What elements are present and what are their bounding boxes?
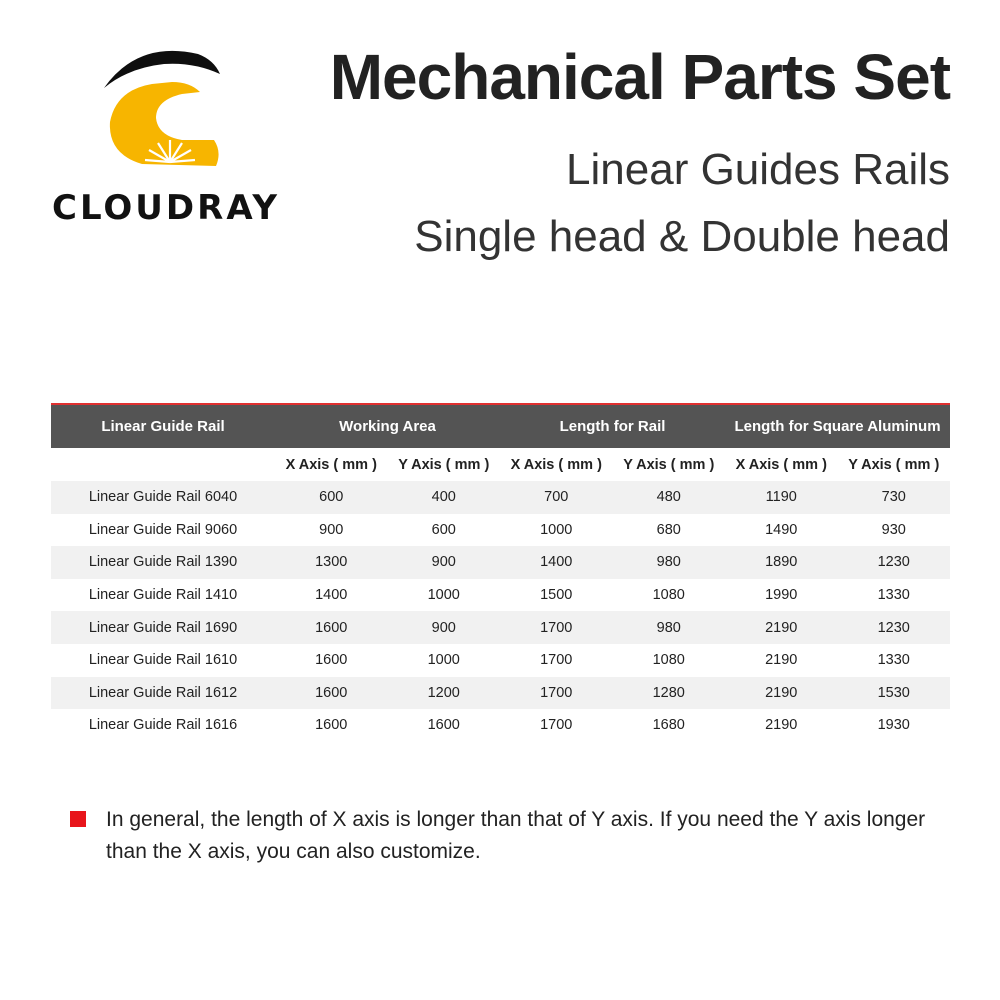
table-cell: 2190: [725, 644, 838, 677]
customization-note: [70, 804, 950, 868]
table-cell: 930: [838, 514, 951, 547]
table-cell: 900: [388, 611, 501, 644]
table-cell: 1400: [500, 546, 613, 579]
table-cell: 1990: [725, 579, 838, 612]
table-cell: 600: [275, 481, 388, 514]
table-cell: 1330: [838, 644, 951, 677]
page-title: Mechanical Parts Set: [329, 41, 950, 113]
axis-header-row: [51, 448, 950, 481]
table-cell: 1700: [500, 677, 613, 710]
table-cell: 600: [388, 514, 501, 547]
brand-name: CLOUDRAY: [52, 188, 280, 228]
table-cell: 2190: [725, 611, 838, 644]
specs-table: [51, 403, 950, 742]
rail-model: Linear Guide Rail 1610: [51, 644, 275, 677]
cloudray-logo-icon: [98, 44, 228, 174]
rail-model: Linear Guide Rail 1390: [51, 546, 275, 579]
table-cell: 1300: [275, 546, 388, 579]
table-cell: 1230: [838, 546, 951, 579]
table-cell: 1400: [275, 579, 388, 612]
table-cell: 900: [388, 546, 501, 579]
table-cell: 1680: [613, 709, 726, 742]
axis-header: X Axis ( mm ): [275, 448, 388, 481]
table-cell: 1500: [500, 579, 613, 612]
cloudray-logo: [38, 44, 298, 244]
axis-header: X Axis ( mm ): [500, 448, 613, 481]
table-cell: 1490: [725, 514, 838, 547]
table-row: [51, 611, 950, 644]
table-row: [51, 709, 950, 742]
table-row: [51, 677, 950, 710]
table-cell: 1190: [725, 481, 838, 514]
table-cell: 1000: [388, 644, 501, 677]
table-cell: 1600: [388, 709, 501, 742]
table-cell: 1700: [500, 611, 613, 644]
table-cell: 1890: [725, 546, 838, 579]
table-cell: 680: [613, 514, 726, 547]
subtitle-linear-guides: Linear Guides Rails: [566, 145, 950, 194]
axis-header: X Axis ( mm ): [725, 448, 838, 481]
table-cell: 1000: [388, 579, 501, 612]
rail-model: Linear Guide Rail 9060: [51, 514, 275, 547]
rail-model: Linear Guide Rail 1612: [51, 677, 275, 710]
table-cell: 1080: [613, 644, 726, 677]
header-length-for-rail: Length for Rail: [500, 404, 725, 448]
table-cell: 900: [275, 514, 388, 547]
table-row: [51, 644, 950, 677]
table-cell: 1280: [613, 677, 726, 710]
rail-model: Linear Guide Rail 1410: [51, 579, 275, 612]
rail-model: Linear Guide Rail 1690: [51, 611, 275, 644]
table-row: [51, 546, 950, 579]
axis-header: Y Axis ( mm ): [613, 448, 726, 481]
table-cell: 1700: [500, 709, 613, 742]
table-cell: 1530: [838, 677, 951, 710]
rail-model: Linear Guide Rail 1616: [51, 709, 275, 742]
table-cell: 980: [613, 546, 726, 579]
table-cell: 1700: [500, 644, 613, 677]
table-cell: 1600: [275, 677, 388, 710]
header-linear-guide-rail: Linear Guide Rail: [51, 404, 275, 448]
table-cell: 1600: [275, 709, 388, 742]
axis-header-blank: [51, 448, 275, 481]
axis-header: Y Axis ( mm ): [838, 448, 951, 481]
table-cell: 1230: [838, 611, 951, 644]
red-square-bullet-icon: [70, 811, 86, 827]
table-cell: 2190: [725, 677, 838, 710]
header-working-area: Working Area: [275, 404, 500, 448]
table-cell: 1600: [275, 644, 388, 677]
specs-table-container: [51, 403, 950, 742]
table-row: [51, 579, 950, 612]
table-cell: 400: [388, 481, 501, 514]
table-cell: 1000: [500, 514, 613, 547]
table-cell: 1330: [838, 579, 951, 612]
subtitle-head-type: Single head & Double head: [414, 212, 950, 261]
table-cell: 980: [613, 611, 726, 644]
group-header-row: [51, 404, 950, 448]
table-cell: 1080: [613, 579, 726, 612]
table-cell: 700: [500, 481, 613, 514]
note-text: In general, the length of X axis is longer than that of Y axis. If you need the Y axis longer than the X axis, you can also customize.: [106, 808, 926, 863]
header-length-square-aluminum: Length for Square Aluminum: [725, 404, 950, 448]
table-cell: 1600: [275, 611, 388, 644]
table-row: [51, 481, 950, 514]
table-cell: 1930: [838, 709, 951, 742]
table-cell: 480: [613, 481, 726, 514]
table-cell: 2190: [725, 709, 838, 742]
table-row: [51, 514, 950, 547]
table-cell: 1200: [388, 677, 501, 710]
axis-header: Y Axis ( mm ): [388, 448, 501, 481]
rail-model: Linear Guide Rail 6040: [51, 481, 275, 514]
table-cell: 730: [838, 481, 951, 514]
